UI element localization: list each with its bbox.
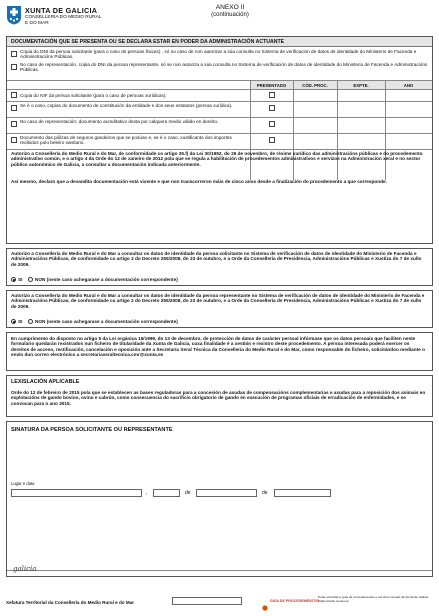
checkbox-constitucion[interactable] [11, 105, 17, 111]
presentado-checkbox-nif[interactable] [269, 92, 275, 98]
checkbox-dni-representante[interactable] [11, 64, 17, 70]
guide-text: Pode consultar a guía de procedementos e servizos na web da Xunta de Galicia (https://sede.xunta.es) [318, 595, 429, 603]
annex-title: ANEXO II [215, 4, 245, 11]
presentado-checkbox-constitucion[interactable] [269, 105, 275, 111]
doc-row-nif: Copia do NIF da persoa solicitante (para o caso de persoas xurídicas). [20, 92, 167, 98]
guide-icon [262, 598, 268, 616]
doc-item-dni-representante: No caso de representación, copia do DNI da persoa representante, só se non autoriza a súa consulta no Sistema de verificación de datos de identidade do Ministerio de Facenda e Administracións Públicas. [20, 62, 428, 73]
auth-solicitante-non-label: NON (neste caso achegarase a documentación correspondente) [35, 277, 178, 282]
legislation-title: LEXISLACIÓN APLICABLE [11, 379, 80, 385]
legislation-section [6, 375, 433, 417]
year-field[interactable] [274, 489, 331, 497]
authorization-note: Autorizo a Consellería do Medio Rural e do Mar, de conformidade co artigo 35.f) da Lei 30/1992, do 26 de novembro, de réxime xurídico das administracións públicas e do procedemento administrativo común, e o artigo 4 da Orde do 12 de xaneiro de 2012 pola que se regula a habilitación de procedementos administrativos e servizos na Administración xeral e no sector público autonómico de Galicia, a consultar a documentación indicada anteriormente. [11, 151, 423, 167]
checkbox-dni-solicitante[interactable] [11, 51, 17, 57]
checkbox-polizas[interactable] [11, 137, 17, 143]
galicia-logo-text: galicia [13, 565, 37, 573]
col-cod-proc: CÓD. PROC. [302, 82, 328, 88]
auth-representante-non-radio[interactable] [28, 319, 33, 324]
auth-solicitante-text: Autorizo a Consellería do Medio Rural e do Mar a consultar os datos de identidade da persoa solicitante no Sistema de verificación de datos de identidade do Ministerio de Facenda e Administracións Públicas, de conformidade co artigo 2 do Decreto 255/2008, do 23 de outubro, e a Orde da Consellería de Presidencia, Administracións Públicas e Xustiza do 7 de xullo de 2009. [11, 251, 422, 267]
xunta-logo [6, 5, 22, 25]
signature-section [6, 421, 433, 577]
office-name: Xefatura Territorial da Consellería do Medio Rural e do Mar [6, 600, 135, 605]
signature-title: SINATURA DA PERSOA SOLICITANTE OU REPRESENTANTE [11, 427, 173, 433]
auth-representante-section [6, 290, 433, 328]
annex-subtitle: (continuación) [211, 12, 249, 18]
col-presentado: PRESENTADO [256, 82, 287, 88]
doc-row-polizas: Documento das pólizas de seguros gandeiros que se posúan e, se é o caso, xustificante dos importes recibidos polo beleiro sanitario. [20, 135, 232, 146]
auth-representante-si-label: SI [18, 319, 23, 324]
auth-representante-text: Autorizo a Consellería do Medio Rural e do Mar a consultar os datos de identidade da persoa representante no Sistema de verificación de datos de identidade do Ministerio de Facenda e Administracións Públicas, de conformidade co artigo 2 do Decreto 255/2008, do 23 de outubro, e a Orde da Consellería de Presidencia, Administracións Públicas e Xustiza do 7 de xullo de 2009. [11, 293, 425, 309]
privacy-section [6, 332, 433, 371]
privacy-text: En cumprimento do disposto no artigo 5 da Lei orgánica 15/1999, do 13 de decembro, de protección de datos de carácter persoal infórmase que os datos persoais que faciliten neste formulario quedarán rexistrados nun ficheiro de titularidade da Xunta de Galicia, cuxa finalidade é a xestión e rexistro deste procedemento. A persoa interesada poderá exercer os dereitos de acceso, rectificación, cancelación e oposición ante a Secretaría Xeral Técnica da Consellería do Medio Rural e do Mar, como responsable do ficheiro, solicitándoo mediante o envío dun correo electrónico a secretariaxeraltecnica.cmr@xunta.es [11, 336, 425, 358]
presentado-checkbox-polizas[interactable] [269, 137, 275, 143]
month-field[interactable] [196, 489, 257, 497]
col-ano: ANO [403, 82, 414, 88]
documentation-title: DOCUMENTACIÓN QUE SE PRESENTA OU SE DECLARA ESTAR EN PODER DA ADMINISTRACIÓN ACTUANTE [11, 38, 285, 45]
checkbox-nif[interactable] [11, 92, 17, 98]
documentation-title-bar [7, 37, 432, 47]
dept-line-2: E DO MAR [25, 21, 49, 26]
globe-icon [262, 605, 268, 611]
presentado-checkbox-representacion[interactable] [269, 121, 275, 127]
place-date-label: Lugar e data [11, 481, 35, 486]
comma-separator: , [146, 490, 148, 496]
auth-solicitante-section [6, 248, 433, 286]
auth-solicitante-si-label: SI [18, 277, 23, 282]
col-expte: EXPTE. [353, 82, 369, 88]
dept-line-1: CONSELLERÍA DO MEDIO RURAL [25, 15, 102, 20]
auth-solicitante-non-radio[interactable] [28, 277, 33, 282]
checkbox-representacion[interactable] [11, 121, 17, 127]
place-field[interactable] [11, 489, 142, 497]
doc-row-constitucion: Se é o caso, copias do documento de constitución da entidade e dos seus estatutos (persoa xurídica). [20, 103, 233, 108]
guide-title: GUÍA DE PROCEDEMENTOS [270, 599, 319, 603]
galicia-logo [13, 558, 36, 576]
de-label-1: de [185, 490, 191, 496]
xunta-shield-icon [6, 5, 22, 25]
office-field[interactable] [172, 597, 242, 605]
doc-item-dni-solicitante: Copia do DNI da persoa solicitante (para o caso de persoas físicas) , só no caso de non autorizar a súa consulta no Sistema de verificación de datos de identidade do Ministerio de Facenda e Administracións Públicas. [20, 49, 417, 60]
documentation-section [6, 36, 433, 244]
auth-representante-si-radio[interactable] [11, 319, 16, 324]
doc-row-representacion: No caso de representación: documento acreditativo desta por calquera medio válido en dereito. [20, 119, 219, 124]
auth-representante-non-label: NON (neste caso achegarase a documentación correspondente) [35, 319, 178, 324]
de-label-2: de [262, 490, 268, 496]
validity-declaration: Así mesmo, declaro que a devandita documentación está vixente e que non transcorreron máis de cinco anos desde a finalización do procedemento a que corresponde. [11, 179, 387, 184]
org-name: XUNTA DE GALICIA [25, 6, 98, 15]
day-field[interactable] [153, 489, 180, 497]
auth-solicitante-si-radio[interactable] [11, 277, 16, 282]
legislation-text: Orde do 12 de febreiro de 2015 pola que se establecen as bases reguladoras para a concesión de axudas de compensacións complementarias e axudas para a reposición dos animais en explotacións de gando bovino, ovino e cabrún, como consecuencia do sacrificio obrigatorio de gando en execución de programas oficiais de erradicación de enfermidades, e se convocan para o ano 2015. [11, 390, 426, 406]
